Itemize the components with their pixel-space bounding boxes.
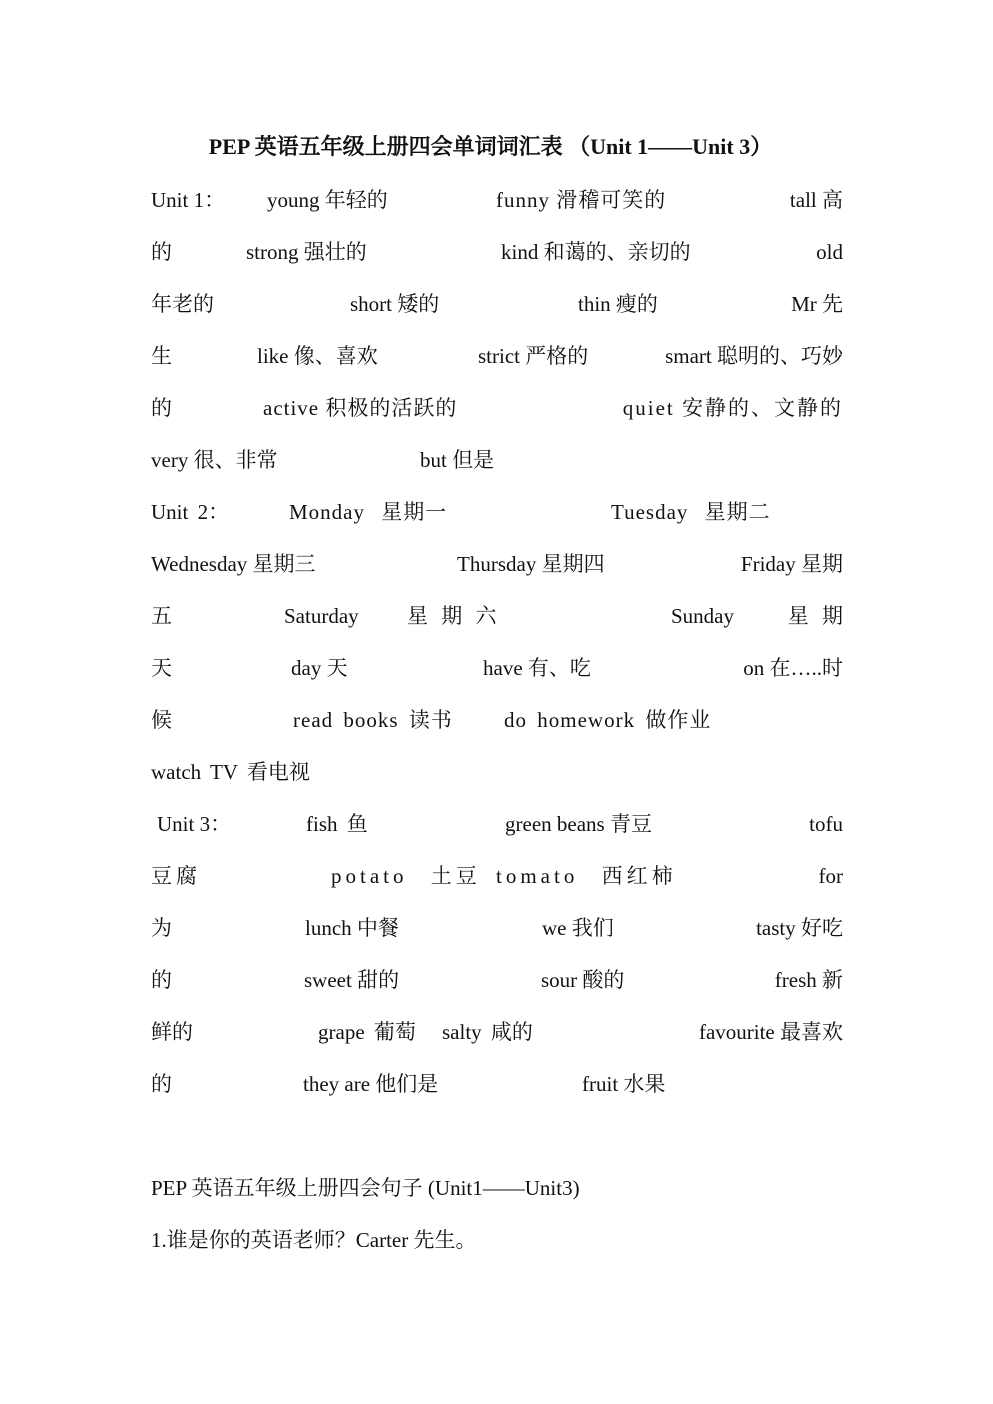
vocab-entry: Saturday [284, 604, 359, 628]
vocab-line [151, 392, 843, 424]
vocab-entry: fruit 水果 [582, 1072, 666, 1096]
vocab-entry: Tuesday 星期二 [611, 500, 771, 524]
vocab-entry: do homework 做作业 [504, 708, 712, 732]
vocab-entry: 候 [151, 708, 172, 732]
unit-label: Unit 2： [151, 500, 230, 524]
vocab-entry: grape 葡萄 [318, 1020, 416, 1044]
vocab-entry: Thursday 星期四 [457, 552, 605, 576]
vocab-entry: 的 [151, 240, 172, 264]
vocab-entry: on 在…..时 [743, 656, 843, 680]
vocab-line [151, 340, 843, 372]
vocab-entry: young 年轻的 [267, 188, 388, 212]
vocab-entry: day 天 [291, 656, 348, 680]
vocab-line [151, 184, 843, 216]
vocab-entry: 为 [151, 916, 172, 940]
vocab-entry: potato 土豆 [331, 864, 481, 888]
vocab-entry: 天 [151, 656, 172, 680]
vocab-entry: salty 咸的 [442, 1020, 533, 1044]
vocab-entry: watch TV 看电视 [151, 760, 310, 784]
vocab-entry: very 很、非常 [151, 448, 278, 472]
vocab-entry: sour 酸的 [541, 968, 625, 992]
vocab-entry: tasty 好吃 [756, 916, 843, 940]
vocab-entry: 鲜的 [151, 1020, 193, 1044]
vocab-entry: Mr 先 [791, 292, 843, 316]
vocabulary-title: PEP 英语五年级上册四会单词词汇表 （Unit 1——Unit 3） [208, 134, 773, 159]
vocab-entry: funny 滑稽可笑的 [496, 188, 667, 212]
vocab-line [151, 756, 843, 788]
vocab-entry: fish 鱼 [306, 812, 368, 836]
vocab-entry: for [818, 864, 843, 888]
vocab-line [151, 652, 843, 684]
vocab-entry: sweet 甜的 [304, 968, 400, 992]
vocab-line [151, 496, 843, 528]
vocab-entry: Wednesday 星期三 [151, 552, 316, 576]
vocab-line [151, 444, 843, 476]
vocab-entry: smart 聪明的、巧妙 [665, 344, 843, 368]
vocab-entry: active 积极的活跃的 [263, 396, 458, 420]
vocab-entry: lunch 中餐 [305, 916, 399, 940]
vocab-entry: 五 [151, 604, 172, 628]
vocab-line [151, 1068, 843, 1100]
vocab-entry: tomato 西红柿 [496, 864, 677, 888]
vocab-entry: tall 高 [789, 188, 843, 212]
vocab-entry: they are 他们是 [303, 1072, 439, 1096]
unit-label: Unit 1： [151, 188, 226, 212]
vocab-entry: 豆腐 [151, 864, 201, 888]
vocab-line [151, 236, 843, 268]
vocab-entry: short 矮的 [350, 292, 440, 316]
sentences-title: PEP 英语五年级上册四会句子 (Unit1——Unit3) [151, 1176, 580, 1200]
vocab-entry: 生 [151, 344, 172, 368]
vocab-entry: old [816, 240, 843, 264]
vocab-entry: 的 [151, 1072, 172, 1096]
vocab-entry: Friday 星期 [740, 552, 843, 576]
vocab-line [151, 860, 843, 892]
vocab-line [151, 1016, 843, 1048]
vocab-entry: tofu [809, 812, 843, 836]
vocab-entry: fresh 新 [774, 968, 843, 992]
vocab-entry: we 我们 [542, 916, 614, 940]
vocab-entry: have 有、吃 [483, 656, 591, 680]
vocab-entry: Monday 星期一 [289, 500, 448, 524]
vocab-line [151, 548, 843, 580]
vocab-entry: like 像、喜欢 [257, 344, 378, 368]
vocab-line [151, 288, 843, 320]
vocab-entry: 的 [151, 968, 172, 992]
vocab-entry: but 但是 [420, 448, 495, 472]
vocab-line [151, 600, 843, 632]
vocab-entry: green beans 青豆 [505, 812, 652, 836]
vocab-line [151, 704, 843, 736]
vocab-entry: strong 强壮的 [246, 240, 367, 264]
vocab-entry: thin 瘦的 [578, 292, 658, 316]
vocab-entry: Sunday [671, 604, 734, 628]
vocab-entry: favourite 最喜欢 [698, 1020, 843, 1044]
vocab-entry: 年老的 [151, 292, 214, 316]
sentence-item: 1.谁是你的英语老师？Carter 先生。 [151, 1228, 477, 1252]
vocab-entry: read books 读书 [293, 708, 453, 732]
vocab-entry: 的 [151, 396, 172, 420]
vocab-entry: kind 和蔼的、亲切的 [501, 240, 691, 264]
vocab-entry: strict 严格的 [478, 344, 589, 368]
unit-label: Unit 3： [157, 812, 232, 836]
vocab-line [151, 964, 843, 996]
vocab-entry: quiet 安静的、文静的 [622, 396, 843, 420]
vocab-line [151, 808, 843, 840]
vocab-entry: 星 期 六 [407, 604, 497, 628]
vocab-entry: 星 期 [787, 604, 843, 628]
vocab-line [151, 912, 843, 944]
